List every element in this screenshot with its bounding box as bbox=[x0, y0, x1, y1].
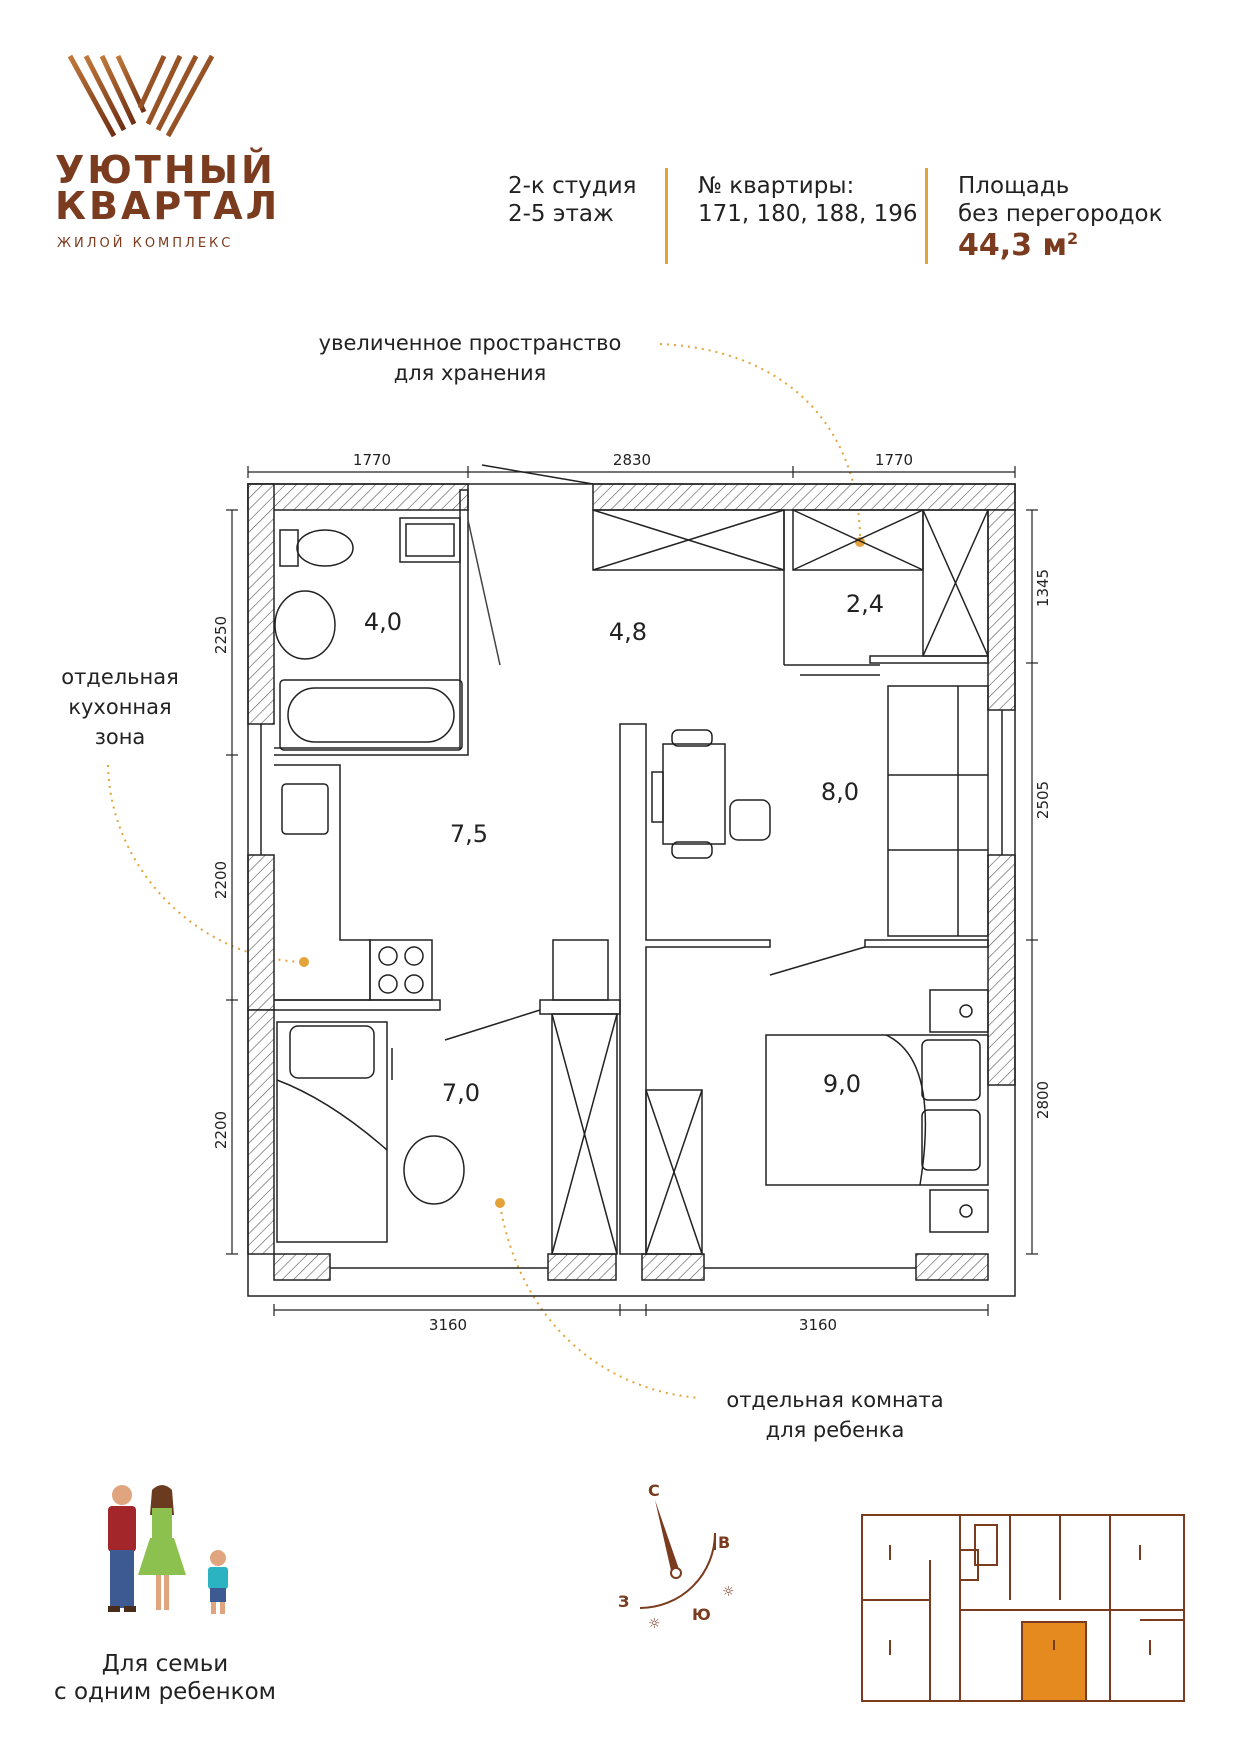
wall-left-bottom bbox=[248, 1010, 274, 1254]
stove bbox=[370, 940, 432, 1000]
dim-right-1: 1345 bbox=[1034, 568, 1052, 608]
kitchen-counter bbox=[274, 765, 370, 1000]
room-area-storage: 2,4 bbox=[845, 590, 885, 618]
brand-name-line2: КВАРТАЛ bbox=[55, 184, 281, 228]
kitchen-note: отдельная кухонная зона bbox=[61, 665, 179, 749]
dim-top-right: 1770 bbox=[874, 451, 914, 469]
fridge bbox=[553, 940, 608, 1000]
storage-wall bbox=[784, 510, 880, 665]
room-area-child: 7,0 bbox=[441, 1079, 481, 1107]
desk-chair bbox=[404, 1136, 464, 1204]
apartment-numbers: 171, 180, 188, 196 bbox=[698, 201, 918, 227]
single-bed bbox=[277, 1022, 387, 1242]
kitchen-sink bbox=[282, 784, 328, 834]
toilet-tank bbox=[280, 530, 298, 566]
dim-bottom-left: 3160 bbox=[428, 1316, 468, 1334]
wall-left-top bbox=[248, 484, 274, 724]
nightstand bbox=[930, 1190, 988, 1232]
apartment-highlight bbox=[1022, 1622, 1086, 1701]
room-area-bathroom: 4,0 bbox=[363, 608, 403, 636]
kitchen-leader bbox=[108, 765, 305, 962]
wall-right-bottom bbox=[988, 855, 1015, 1085]
wall-bottom-mid-right bbox=[642, 1254, 704, 1280]
area-label: Площадь bbox=[958, 173, 1070, 199]
floor-range: 2-5 этаж bbox=[508, 201, 614, 227]
area-label-sub: без перегородок bbox=[958, 201, 1163, 227]
family-caption: Для семьи с одним ребенком bbox=[53, 1651, 276, 1705]
kitchen-wall bbox=[274, 1000, 440, 1010]
compass-south: Ю bbox=[692, 1605, 711, 1624]
central-wall bbox=[620, 724, 770, 1254]
compass-west: З bbox=[618, 1592, 630, 1611]
apartment-outline bbox=[248, 484, 1015, 1296]
compass-east: В bbox=[718, 1533, 731, 1552]
dim-bottom-right: 3160 bbox=[798, 1316, 838, 1334]
wall-right-top bbox=[988, 510, 1015, 710]
room-area-hall: 4,8 bbox=[608, 618, 648, 646]
bathtub bbox=[280, 680, 462, 750]
wall-bottom-right bbox=[916, 1254, 988, 1280]
apartment-numbers-label: № квартиры: bbox=[698, 173, 855, 199]
nightstand bbox=[930, 990, 988, 1032]
wall-top-left bbox=[248, 484, 468, 510]
compass-needle-icon bbox=[655, 1500, 680, 1575]
room-area-kitchen: 7,5 bbox=[449, 820, 489, 848]
toilet-icon bbox=[297, 530, 353, 566]
dim-right-2: 2505 bbox=[1034, 780, 1052, 820]
dining-table bbox=[663, 744, 725, 844]
wall-bottom-mid-left bbox=[548, 1254, 616, 1280]
room-area-bedroom: 9,0 bbox=[822, 1070, 862, 1098]
dim-top-mid: 2830 bbox=[612, 451, 652, 469]
dim-left-3: 2200 bbox=[212, 1110, 230, 1150]
child-marker bbox=[495, 1198, 505, 1208]
dim-left-1: 2250 bbox=[212, 615, 230, 655]
child-room-note: отдельная комната для ребенка bbox=[726, 1388, 944, 1442]
wall-bottom-left bbox=[274, 1254, 330, 1280]
kitchen-marker bbox=[299, 957, 309, 967]
wall-left-mid bbox=[248, 855, 274, 1010]
child-leader bbox=[500, 1205, 700, 1398]
compass bbox=[618, 1481, 735, 1632]
brand-tagline: ЖИЛОЙ КОМПЛЕКС bbox=[57, 236, 234, 251]
room-area-living: 8,0 bbox=[820, 778, 860, 806]
storage-note: увеличенное пространство для хранения bbox=[318, 331, 622, 385]
dim-left-2: 2200 bbox=[212, 860, 230, 900]
sun-icon: ☼ bbox=[722, 1584, 735, 1600]
floor-key-plan bbox=[862, 1515, 1184, 1701]
sink-icon bbox=[275, 591, 335, 659]
brand-name-line1: УЮТНЫЙ bbox=[55, 148, 276, 192]
compass-north: С bbox=[648, 1481, 660, 1500]
dim-right-3: 2800 bbox=[1034, 1080, 1052, 1120]
apartment-type: 2-к студия bbox=[508, 173, 637, 199]
wall-top-right bbox=[593, 484, 1015, 510]
sun-icon: ☼ bbox=[648, 1616, 661, 1632]
family-illustration-icon bbox=[108, 1485, 228, 1614]
area-value: 44,3 $м^2$ bbox=[958, 228, 1079, 263]
sofa bbox=[888, 686, 988, 936]
dim-top-left: 1770 bbox=[352, 451, 392, 469]
